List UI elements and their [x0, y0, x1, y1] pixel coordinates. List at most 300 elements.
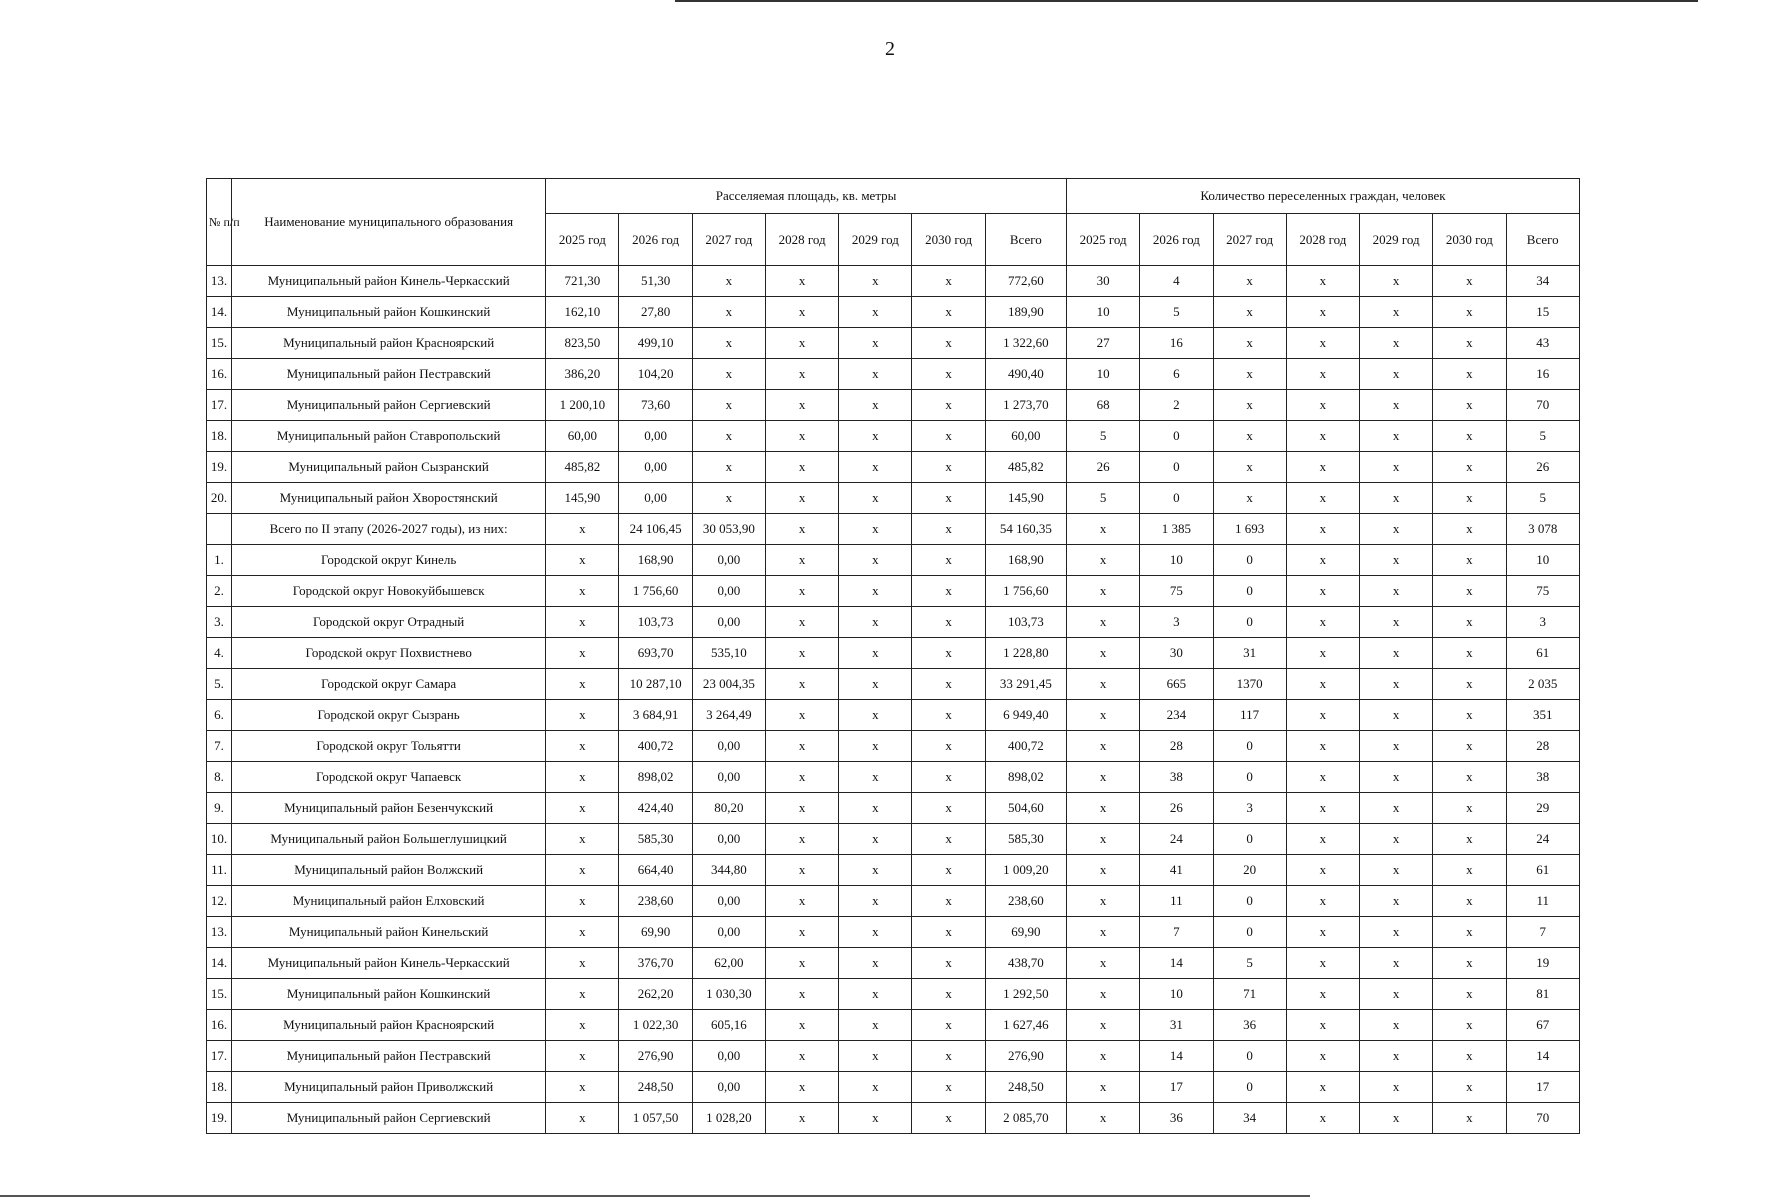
people-cell: x — [1433, 576, 1506, 607]
area-cell: 1 022,30 — [619, 1010, 692, 1041]
table-row — [207, 483, 1580, 514]
header-people-col: 2028 год — [1286, 214, 1359, 266]
people-cell: x — [1067, 1010, 1140, 1041]
people-cell: x — [1433, 1072, 1506, 1103]
header-people-group: Количество переселенных граждан, человек — [1067, 179, 1580, 214]
people-cell: x — [1286, 1010, 1359, 1041]
people-cell: x — [1433, 793, 1506, 824]
area-cell: x — [692, 483, 765, 514]
table-row — [207, 266, 1580, 297]
header-area-group: Расселяемая площадь, кв. метры — [546, 179, 1067, 214]
area-cell: x — [765, 514, 838, 545]
area-cell: x — [692, 421, 765, 452]
people-cell: x — [1433, 824, 1506, 855]
people-cell: 351 — [1506, 700, 1580, 731]
table-row — [207, 452, 1580, 483]
people-cell: x — [1433, 328, 1506, 359]
people-cell: x — [1067, 545, 1140, 576]
area-cell: x — [839, 669, 912, 700]
people-cell: 0 — [1213, 762, 1286, 793]
people-cell: x — [1067, 886, 1140, 917]
municipality-name: Муниципальный район Пестравский — [232, 1041, 546, 1072]
header-people-col: 2030 год — [1433, 214, 1506, 266]
people-cell: 0 — [1213, 886, 1286, 917]
table-row — [207, 762, 1580, 793]
area-cell: x — [692, 390, 765, 421]
area-cell: x — [765, 1041, 838, 1072]
people-cell: x — [1433, 948, 1506, 979]
people-cell: x — [1286, 731, 1359, 762]
header-area-col: 2027 год — [692, 214, 765, 266]
header-area-col: 2028 год — [765, 214, 838, 266]
header-name: Наименование муниципального образования — [232, 179, 546, 266]
people-cell: x — [1360, 390, 1433, 421]
people-cell: 0 — [1213, 824, 1286, 855]
table-row — [207, 328, 1580, 359]
people-cell: 0 — [1213, 917, 1286, 948]
area-cell: 276,90 — [985, 1041, 1066, 1072]
area-cell: x — [765, 948, 838, 979]
area-cell: x — [765, 1103, 838, 1134]
area-cell: x — [765, 452, 838, 483]
people-cell: x — [1360, 607, 1433, 638]
area-cell: 238,60 — [985, 886, 1066, 917]
people-cell: 75 — [1140, 576, 1213, 607]
people-cell: 67 — [1506, 1010, 1580, 1041]
area-cell: x — [546, 700, 619, 731]
people-cell: 0 — [1213, 1041, 1286, 1072]
people-cell: x — [1433, 266, 1506, 297]
area-cell: 1 756,60 — [985, 576, 1066, 607]
row-number: 9. — [207, 793, 232, 824]
people-cell: x — [1433, 731, 1506, 762]
header-area-col: 2026 год — [619, 214, 692, 266]
area-cell: x — [692, 297, 765, 328]
row-number: 10. — [207, 824, 232, 855]
table-row — [207, 793, 1580, 824]
people-cell: 14 — [1140, 948, 1213, 979]
municipality-name: Городской округ Сызрань — [232, 700, 546, 731]
area-cell: 438,70 — [985, 948, 1066, 979]
area-cell: x — [912, 514, 985, 545]
area-cell: x — [839, 824, 912, 855]
area-cell: x — [912, 607, 985, 638]
people-cell: 2 — [1140, 390, 1213, 421]
people-cell: x — [1286, 855, 1359, 886]
row-number: 17. — [207, 390, 232, 421]
people-cell: x — [1067, 576, 1140, 607]
area-cell: x — [765, 731, 838, 762]
people-cell: x — [1360, 1041, 1433, 1072]
area-cell: 898,02 — [619, 762, 692, 793]
people-cell: x — [1360, 731, 1433, 762]
people-cell: x — [1433, 917, 1506, 948]
table-row — [207, 638, 1580, 669]
people-cell: 71 — [1213, 979, 1286, 1010]
area-cell: x — [546, 607, 619, 638]
people-cell: 38 — [1140, 762, 1213, 793]
area-cell: x — [765, 669, 838, 700]
area-cell: x — [912, 979, 985, 1010]
municipality-name: Муниципальный район Кинель-Черкасский — [232, 948, 546, 979]
municipality-name: Муниципальный район Хворостянский — [232, 483, 546, 514]
people-cell: x — [1433, 855, 1506, 886]
table-row — [207, 948, 1580, 979]
people-cell: x — [1360, 824, 1433, 855]
people-cell: 29 — [1506, 793, 1580, 824]
people-cell: x — [1286, 886, 1359, 917]
people-cell: 0 — [1140, 452, 1213, 483]
row-number: 15. — [207, 328, 232, 359]
people-cell: x — [1286, 328, 1359, 359]
table-row — [207, 359, 1580, 390]
table-row — [207, 390, 1580, 421]
people-cell: 17 — [1140, 1072, 1213, 1103]
people-cell: x — [1286, 638, 1359, 669]
people-cell: 5 — [1067, 483, 1140, 514]
row-number: 6. — [207, 700, 232, 731]
people-cell: 11 — [1506, 886, 1580, 917]
people-cell: x — [1433, 886, 1506, 917]
people-cell: x — [1433, 483, 1506, 514]
area-cell: 6 949,40 — [985, 700, 1066, 731]
area-cell: 80,20 — [692, 793, 765, 824]
row-number: 12. — [207, 886, 232, 917]
people-cell: 5 — [1506, 421, 1580, 452]
area-cell: 276,90 — [619, 1041, 692, 1072]
row-number: 13. — [207, 917, 232, 948]
people-cell: 81 — [1506, 979, 1580, 1010]
top-rule — [675, 0, 1698, 2]
people-cell: 24 — [1140, 824, 1213, 855]
area-cell: 0,00 — [692, 886, 765, 917]
area-cell: 262,20 — [619, 979, 692, 1010]
row-number: 17. — [207, 1041, 232, 1072]
area-cell: 504,60 — [985, 793, 1066, 824]
municipality-name: Муниципальный район Кошкинский — [232, 297, 546, 328]
people-cell: 10 — [1067, 359, 1140, 390]
people-cell: 0 — [1140, 483, 1213, 514]
municipality-name: Муниципальный район Сергиевский — [232, 390, 546, 421]
people-cell: x — [1067, 979, 1140, 1010]
area-cell: x — [839, 297, 912, 328]
area-cell: x — [912, 390, 985, 421]
area-cell: 0,00 — [692, 917, 765, 948]
area-cell: x — [912, 576, 985, 607]
municipality-name: Муниципальный район Кошкинский — [232, 979, 546, 1010]
people-cell: x — [1360, 762, 1433, 793]
table-row — [207, 855, 1580, 886]
people-cell: 36 — [1213, 1010, 1286, 1041]
area-cell: x — [912, 855, 985, 886]
area-cell: x — [765, 607, 838, 638]
area-cell: 605,16 — [692, 1010, 765, 1041]
area-cell: 490,40 — [985, 359, 1066, 390]
people-cell: x — [1360, 1103, 1433, 1134]
area-cell: 485,82 — [546, 452, 619, 483]
table-row — [207, 297, 1580, 328]
people-cell: 28 — [1506, 731, 1580, 762]
area-cell: x — [546, 979, 619, 1010]
area-cell: x — [839, 917, 912, 948]
people-cell: 234 — [1140, 700, 1213, 731]
area-cell: 1 030,30 — [692, 979, 765, 1010]
people-cell: x — [1213, 359, 1286, 390]
table-row — [207, 731, 1580, 762]
area-cell: x — [839, 700, 912, 731]
area-cell: 344,80 — [692, 855, 765, 886]
area-cell: 62,00 — [692, 948, 765, 979]
area-cell: x — [912, 793, 985, 824]
people-cell: x — [1433, 514, 1506, 545]
people-cell: 24 — [1506, 824, 1580, 855]
area-cell: 189,90 — [985, 297, 1066, 328]
people-cell: x — [1360, 669, 1433, 700]
people-cell: x — [1433, 452, 1506, 483]
people-cell: x — [1360, 1072, 1433, 1103]
people-cell: 10 — [1067, 297, 1140, 328]
area-cell: 69,90 — [619, 917, 692, 948]
area-cell: x — [765, 917, 838, 948]
people-cell: x — [1360, 483, 1433, 514]
header-people-col: Всего — [1506, 214, 1580, 266]
people-cell: x — [1067, 669, 1140, 700]
area-cell: 145,90 — [546, 483, 619, 514]
area-cell: x — [765, 793, 838, 824]
people-cell: 70 — [1506, 1103, 1580, 1134]
area-cell: 535,10 — [692, 638, 765, 669]
header-people-col: 2025 год — [1067, 214, 1140, 266]
municipality-name: Муниципальный район Красноярский — [232, 328, 546, 359]
people-cell: 1370 — [1213, 669, 1286, 700]
area-cell: x — [765, 762, 838, 793]
row-number: 13. — [207, 266, 232, 297]
area-cell: x — [546, 1041, 619, 1072]
area-cell: x — [546, 948, 619, 979]
people-cell: 34 — [1506, 266, 1580, 297]
table-row — [207, 917, 1580, 948]
people-cell: x — [1213, 328, 1286, 359]
municipality-name: Городской округ Похвистнево — [232, 638, 546, 669]
row-number: 18. — [207, 421, 232, 452]
area-cell: 823,50 — [546, 328, 619, 359]
people-cell: 2 035 — [1506, 669, 1580, 700]
people-cell: x — [1360, 1010, 1433, 1041]
area-cell: 3 684,91 — [619, 700, 692, 731]
area-cell: x — [912, 917, 985, 948]
area-cell: 721,30 — [546, 266, 619, 297]
people-cell: 26 — [1506, 452, 1580, 483]
header-people-col: 2026 год — [1140, 214, 1213, 266]
people-cell: 70 — [1506, 390, 1580, 421]
table-row — [207, 421, 1580, 452]
people-cell: 26 — [1067, 452, 1140, 483]
municipality-name: Городской округ Новокуйбышевск — [232, 576, 546, 607]
area-cell: 3 264,49 — [692, 700, 765, 731]
area-cell: x — [692, 266, 765, 297]
area-cell: x — [765, 545, 838, 576]
people-cell: x — [1286, 359, 1359, 390]
people-cell: x — [1433, 421, 1506, 452]
area-cell: x — [546, 917, 619, 948]
area-cell: 1 292,50 — [985, 979, 1066, 1010]
area-cell: x — [546, 576, 619, 607]
people-cell: 5 — [1506, 483, 1580, 514]
people-cell: x — [1286, 979, 1359, 1010]
area-cell: x — [912, 359, 985, 390]
people-cell: x — [1433, 700, 1506, 731]
area-cell: x — [912, 421, 985, 452]
area-cell: 1 028,20 — [692, 1103, 765, 1134]
area-cell: 0,00 — [692, 545, 765, 576]
area-cell: x — [839, 576, 912, 607]
people-cell: x — [1213, 297, 1286, 328]
people-cell: 7 — [1140, 917, 1213, 948]
people-cell: 0 — [1213, 731, 1286, 762]
people-cell: x — [1433, 979, 1506, 1010]
area-cell: 386,20 — [546, 359, 619, 390]
area-cell: 0,00 — [619, 483, 692, 514]
people-cell: x — [1286, 824, 1359, 855]
area-cell: 499,10 — [619, 328, 692, 359]
row-number: 20. — [207, 483, 232, 514]
header-area-col: Всего — [985, 214, 1066, 266]
people-cell: x — [1286, 483, 1359, 514]
area-cell: x — [546, 1103, 619, 1134]
area-cell: 0,00 — [692, 824, 765, 855]
people-cell: 0 — [1213, 1072, 1286, 1103]
area-cell: 30 053,90 — [692, 514, 765, 545]
people-cell: x — [1286, 948, 1359, 979]
area-cell: 33 291,45 — [985, 669, 1066, 700]
area-cell: x — [765, 297, 838, 328]
people-cell: x — [1213, 452, 1286, 483]
area-cell: x — [546, 731, 619, 762]
row-number — [207, 514, 232, 545]
people-cell: 5 — [1067, 421, 1140, 452]
header-people-col: 2027 год — [1213, 214, 1286, 266]
people-cell: x — [1067, 762, 1140, 793]
area-cell: x — [839, 1010, 912, 1041]
table-row — [207, 669, 1580, 700]
area-cell: 54 160,35 — [985, 514, 1066, 545]
row-number: 4. — [207, 638, 232, 669]
area-cell: x — [546, 793, 619, 824]
people-cell: x — [1286, 607, 1359, 638]
people-cell: x — [1433, 359, 1506, 390]
people-cell: x — [1067, 793, 1140, 824]
area-cell: x — [546, 1010, 619, 1041]
area-cell: x — [912, 948, 985, 979]
row-number: 15. — [207, 979, 232, 1010]
area-cell: x — [839, 1072, 912, 1103]
municipality-name: Муниципальный район Безенчукский — [232, 793, 546, 824]
area-cell: x — [765, 483, 838, 514]
area-cell: x — [692, 328, 765, 359]
area-cell: 60,00 — [546, 421, 619, 452]
people-cell: 6 — [1140, 359, 1213, 390]
area-cell: x — [765, 1010, 838, 1041]
area-cell: 0,00 — [692, 1041, 765, 1072]
people-cell: 1 693 — [1213, 514, 1286, 545]
people-cell: x — [1067, 1103, 1140, 1134]
municipality-name: Муниципальный район Пестравский — [232, 359, 546, 390]
area-cell: x — [912, 1072, 985, 1103]
people-cell: 3 — [1213, 793, 1286, 824]
area-cell: x — [765, 390, 838, 421]
people-cell: x — [1360, 917, 1433, 948]
table-row — [207, 1072, 1580, 1103]
area-cell: x — [765, 421, 838, 452]
area-cell: x — [839, 886, 912, 917]
area-cell: 60,00 — [985, 421, 1066, 452]
table-body — [207, 266, 1580, 1134]
row-number: 8. — [207, 762, 232, 793]
area-cell: x — [839, 607, 912, 638]
area-cell: x — [912, 700, 985, 731]
area-cell: x — [839, 328, 912, 359]
area-cell: 664,40 — [619, 855, 692, 886]
area-cell: x — [546, 855, 619, 886]
municipality-name: Муниципальный район Большеглушицкий — [232, 824, 546, 855]
area-cell: 0,00 — [692, 607, 765, 638]
people-cell: x — [1360, 576, 1433, 607]
people-cell: x — [1360, 700, 1433, 731]
municipality-name: Муниципальный район Кинельский — [232, 917, 546, 948]
area-cell: 168,90 — [985, 545, 1066, 576]
people-cell: x — [1360, 421, 1433, 452]
area-cell: x — [765, 1072, 838, 1103]
area-cell: x — [765, 359, 838, 390]
area-cell: 27,80 — [619, 297, 692, 328]
people-cell: x — [1286, 793, 1359, 824]
area-cell: x — [839, 855, 912, 886]
area-cell: 103,73 — [619, 607, 692, 638]
people-cell: x — [1286, 1041, 1359, 1072]
people-cell: x — [1286, 266, 1359, 297]
area-cell: x — [912, 266, 985, 297]
people-cell: x — [1286, 576, 1359, 607]
row-number: 19. — [207, 452, 232, 483]
people-cell: 4 — [1140, 266, 1213, 297]
people-cell: x — [1213, 421, 1286, 452]
people-cell: x — [1286, 421, 1359, 452]
people-cell: 3 — [1140, 607, 1213, 638]
area-cell: x — [912, 731, 985, 762]
area-cell: 0,00 — [692, 731, 765, 762]
area-cell: x — [765, 328, 838, 359]
area-cell: x — [839, 359, 912, 390]
people-cell: x — [1286, 297, 1359, 328]
people-cell: x — [1360, 886, 1433, 917]
people-cell: 7 — [1506, 917, 1580, 948]
area-cell: 1 322,60 — [985, 328, 1066, 359]
area-cell: x — [839, 1041, 912, 1072]
table-row — [207, 1010, 1580, 1041]
area-cell: 898,02 — [985, 762, 1066, 793]
people-cell: 30 — [1067, 266, 1140, 297]
area-cell: x — [912, 1103, 985, 1134]
municipality-name: Городской округ Отрадный — [232, 607, 546, 638]
people-cell: x — [1213, 266, 1286, 297]
people-cell: x — [1360, 948, 1433, 979]
people-cell: x — [1286, 1072, 1359, 1103]
area-cell: x — [546, 1072, 619, 1103]
people-cell: x — [1433, 390, 1506, 421]
people-cell: 28 — [1140, 731, 1213, 762]
people-cell: 3 078 — [1506, 514, 1580, 545]
people-cell: x — [1433, 297, 1506, 328]
